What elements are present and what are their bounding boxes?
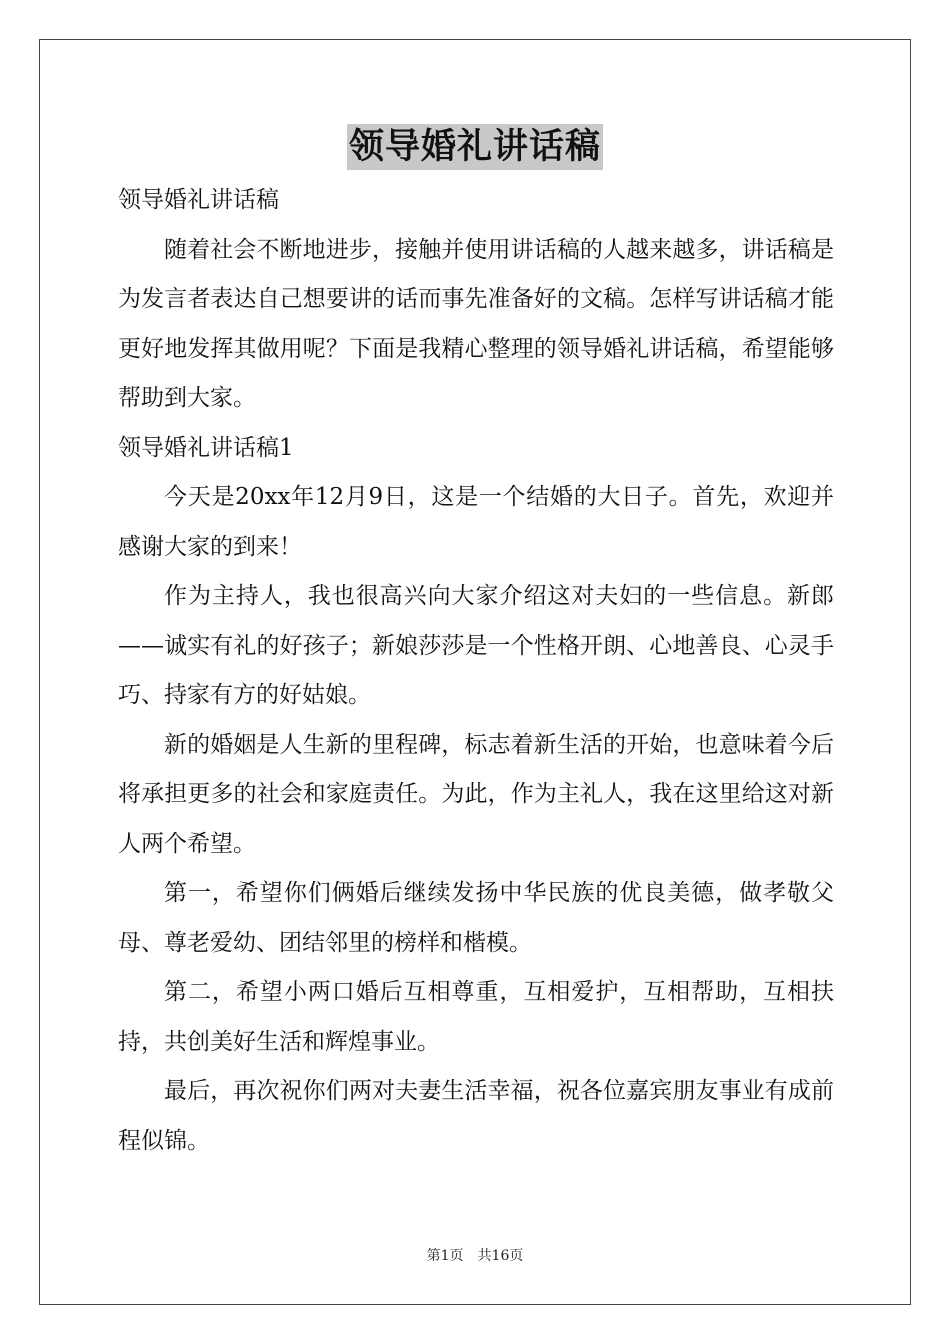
section-heading: 领导婚礼讲话稿1 [118, 434, 294, 461]
body-paragraph: 第二，希望小两口婚后互相尊重，互相爱护，互相帮助，互相扶持，共创美好生活和辉煌事业。 [118, 979, 834, 1055]
body-paragraph: 新的婚姻是人生新的里程碑，标志着新生活的开始，也意味着今后将承担更多的社会和家庭责任。为此，作为主礼人，我在这里给这对新人两个希望。 [118, 731, 834, 857]
title-container [0, 124, 950, 170]
page-number: 第1页 [426, 1248, 464, 1264]
page-footer [0, 1245, 950, 1265]
body-paragraph: 最后，再次祝你们两对夫妻生活幸福，祝各位嘉宾朋友事业有成前程似锦。 [118, 1078, 834, 1154]
body-paragraph: 第一，希望你们俩婚后继续发扬中华民族的优良美德，做孝敬父母、尊老爱幼、团结邻里的榜样和楷模。 [118, 880, 834, 956]
body-paragraph: 作为主持人，我也很高兴向大家介绍这对夫妇的一些信息。新郎——诚实有礼的好孩子；新娘莎莎是一个性格开朗、心地善良、心灵手巧、持家有方的好姑娘。 [118, 583, 834, 708]
body-paragraph: 今天是20xx年12月9日，这是一个结婚的大日子。首先，欢迎并感谢大家的到来！ [118, 484, 834, 560]
intro-paragraph: 随着社会不断地进步，接触并使用讲话稿的人越来越多，讲话稿是为发言者表达自己想要讲的话而事先准备好的文稿。怎样写讲话稿才能更好地发挥其做用呢？下面是我精心整理的领导婚礼讲话稿，希望能够帮助到大家。 [118, 236, 834, 411]
document-body [118, 176, 834, 1166]
page-total: 共16页 [477, 1248, 524, 1264]
document-title: 领导婚礼讲话稿 [347, 124, 603, 170]
subtitle-line: 领导婚礼讲话稿 [118, 187, 279, 213]
